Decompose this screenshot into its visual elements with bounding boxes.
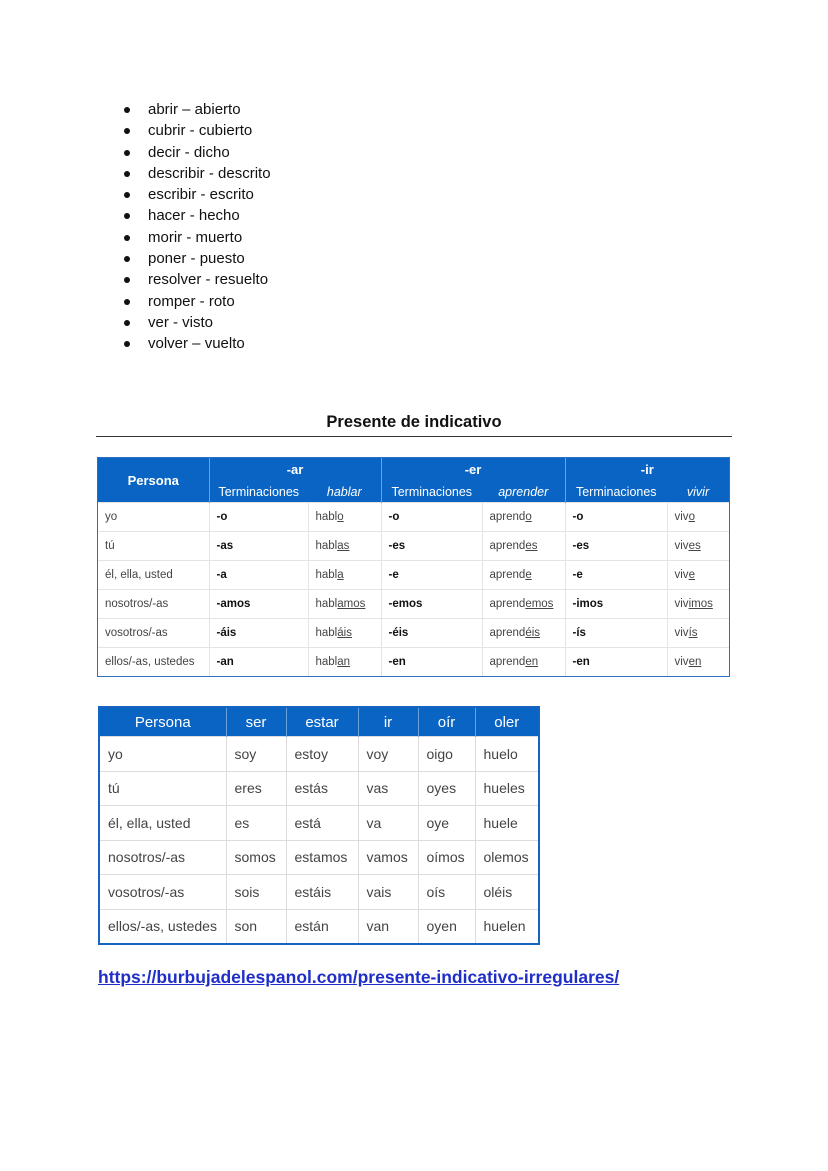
verb-ending: o <box>525 511 532 523</box>
list-item-text: morir - muerto <box>148 228 243 246</box>
bullet-icon <box>124 235 130 241</box>
ending-cell: -amos <box>209 590 308 619</box>
list-item-text: describir - descrito <box>148 164 271 182</box>
conjugated-form-cell: va <box>358 806 418 841</box>
persona-cell: él, ella, usted <box>98 561 209 590</box>
table-row <box>100 771 538 806</box>
verb-ending: o <box>688 511 695 523</box>
table-row <box>98 532 729 561</box>
conjugated-form-cell <box>667 532 729 561</box>
conjugated-form-cell: huele <box>475 806 538 841</box>
verb-ending: es <box>525 540 538 552</box>
persona-cell: ellos/-as, ustedes <box>100 909 226 943</box>
verb-stem: habl <box>315 540 338 552</box>
ending-cell: -emos <box>381 590 482 619</box>
conjugated-form-cell <box>308 619 381 648</box>
verb-ending: e <box>688 569 695 581</box>
conjugated-form-cell: oyes <box>418 771 475 806</box>
persona-cell: vosotros/-as <box>98 619 209 648</box>
verb-stem: habl <box>315 627 338 639</box>
table-row <box>98 619 729 648</box>
list-item <box>122 227 271 248</box>
conjugated-form-cell <box>482 590 565 619</box>
list-item-text: decir - dicho <box>148 143 230 161</box>
list-item-text: cubrir - cubierto <box>148 122 253 140</box>
header-group-ar: -ar <box>209 458 381 481</box>
column-header: ser <box>226 708 286 737</box>
table-row <box>98 561 729 590</box>
verb-stem: habl <box>315 656 338 668</box>
ending-cell: -an <box>209 648 308 677</box>
conjugated-form-cell: huelo <box>475 737 538 772</box>
ending-cell: -en <box>381 648 482 677</box>
verb-ending: o <box>337 511 344 523</box>
ending-cell: -es <box>565 532 667 561</box>
bullet-icon <box>124 320 130 326</box>
verb-stem: aprend <box>489 656 526 668</box>
persona-cell: él, ella, usted <box>100 806 226 841</box>
conjugated-form-cell <box>667 561 729 590</box>
conjugated-form-cell: olemos <box>475 840 538 875</box>
regular-verbs-table <box>97 457 730 677</box>
ending-cell: -o <box>381 503 482 532</box>
conjugated-form-cell: estás <box>286 771 358 806</box>
conjugated-form-cell: oyen <box>418 909 475 943</box>
header-verb-vivir: vivir <box>667 481 729 503</box>
bullet-icon <box>124 107 130 113</box>
conjugated-form-cell <box>667 590 729 619</box>
verb-ending: es <box>688 540 701 552</box>
conjugated-form-cell: está <box>286 806 358 841</box>
bullet-icon <box>124 341 130 347</box>
list-item <box>122 312 271 333</box>
table-row <box>100 875 538 910</box>
list-item <box>122 163 271 184</box>
bullet-icon <box>124 171 130 177</box>
persona-cell: ellos/-as, ustedes <box>98 648 209 677</box>
verb-stem: viv <box>674 569 689 581</box>
list-item <box>122 333 271 354</box>
list-item-text: ver - visto <box>148 313 214 331</box>
conjugated-form-cell <box>482 503 565 532</box>
ending-cell: -éis <box>381 619 482 648</box>
table-row <box>98 503 729 532</box>
ending-cell: -imos <box>565 590 667 619</box>
conjugated-form-cell <box>482 561 565 590</box>
conjugated-form-cell <box>308 648 381 677</box>
table-row <box>100 737 538 772</box>
list-item <box>122 248 271 269</box>
persona-cell: vosotros/-as <box>100 875 226 910</box>
table-row <box>98 590 729 619</box>
verb-stem: aprend <box>489 598 526 610</box>
ending-cell: -es <box>381 532 482 561</box>
conjugated-form-cell: están <box>286 909 358 943</box>
verb-stem: habl <box>315 598 338 610</box>
conjugated-form-cell <box>667 503 729 532</box>
header-group-ir: -ir <box>565 458 729 481</box>
verb-stem: viv <box>674 598 689 610</box>
conjugated-form-cell <box>667 648 729 677</box>
conjugated-form-cell: vais <box>358 875 418 910</box>
conjugated-form-cell <box>482 648 565 677</box>
header-endings-ir: Terminaciones <box>565 481 667 503</box>
header-group-er: -er <box>381 458 565 481</box>
ending-cell: -en <box>565 648 667 677</box>
conjugated-form-cell: oigo <box>418 737 475 772</box>
persona-cell: nosotros/-as <box>98 590 209 619</box>
header-persona: Persona <box>98 458 209 503</box>
verb-stem: viv <box>674 656 689 668</box>
conjugated-form-cell <box>308 532 381 561</box>
verb-ending: a <box>337 569 344 581</box>
conjugated-form-cell: oís <box>418 875 475 910</box>
list-item <box>122 205 271 226</box>
bullet-icon <box>124 150 130 156</box>
column-header: estar <box>286 708 358 737</box>
header-endings-ar: Terminaciones <box>209 481 308 503</box>
list-item-text: abrir – abierto <box>148 101 241 118</box>
conjugated-form-cell <box>308 561 381 590</box>
conjugated-form-cell: estoy <box>286 737 358 772</box>
verb-ending: e <box>525 569 532 581</box>
verb-ending: éis <box>525 627 541 639</box>
ending-cell: -ís <box>565 619 667 648</box>
list-item-text: volver – vuelto <box>148 335 245 353</box>
list-item <box>122 142 271 163</box>
list-item <box>122 269 271 290</box>
list-item-text: escribir - escrito <box>148 186 254 204</box>
source-link[interactable]: https://burbujadelespanol.com/presente-indicativo-irregulares/ <box>98 967 620 987</box>
conjugated-form-cell: eres <box>226 771 286 806</box>
ending-cell: -o <box>209 503 308 532</box>
column-header: Persona <box>100 708 226 737</box>
verb-ending: áis <box>337 627 352 639</box>
conjugated-form-cell <box>308 590 381 619</box>
verb-ending: en <box>688 656 702 668</box>
participle-list <box>122 99 271 355</box>
conjugated-form-cell <box>482 532 565 561</box>
conjugated-form-cell: estáis <box>286 875 358 910</box>
ending-cell: -áis <box>209 619 308 648</box>
verb-stem: aprend <box>489 627 526 639</box>
conjugated-form-cell: voy <box>358 737 418 772</box>
verb-ending: an <box>337 656 351 668</box>
bullet-icon <box>124 299 130 305</box>
bullet-icon <box>124 277 130 283</box>
verb-stem: viv <box>674 540 689 552</box>
bullet-icon <box>124 213 130 219</box>
verb-stem: aprend <box>489 540 526 552</box>
persona-cell: nosotros/-as <box>100 840 226 875</box>
ending-cell: -as <box>209 532 308 561</box>
verb-stem: habl <box>315 511 338 523</box>
section-title: Presente de indicativo <box>326 413 502 431</box>
conjugated-form-cell <box>667 619 729 648</box>
column-header: ir <box>358 708 418 737</box>
conjugated-form-cell: vas <box>358 771 418 806</box>
table-row <box>100 806 538 841</box>
conjugated-form-cell: huelen <box>475 909 538 943</box>
list-item <box>122 99 271 120</box>
verb-stem: aprend <box>489 511 526 523</box>
conjugated-form-cell: oímos <box>418 840 475 875</box>
conjugated-form-cell: hueles <box>475 771 538 806</box>
column-header: oír <box>418 708 475 737</box>
verb-stem: viv <box>674 627 689 639</box>
title-underline <box>96 436 732 437</box>
conjugated-form-cell: soy <box>226 737 286 772</box>
verb-ending: emos <box>525 598 554 610</box>
verb-ending: imos <box>688 598 713 610</box>
persona-cell: tú <box>98 532 209 561</box>
persona-cell: yo <box>100 737 226 772</box>
column-header: oler <box>475 708 538 737</box>
list-item-text: romper - roto <box>148 292 235 310</box>
table-row <box>98 648 729 677</box>
conjugated-form-cell: somos <box>226 840 286 875</box>
ending-cell: -o <box>565 503 667 532</box>
list-item <box>122 120 271 141</box>
conjugated-form-cell: sois <box>226 875 286 910</box>
persona-cell: tú <box>100 771 226 806</box>
ending-cell: -e <box>565 561 667 590</box>
conjugated-form-cell <box>482 619 565 648</box>
conjugated-form-cell: oye <box>418 806 475 841</box>
conjugated-form-cell: estamos <box>286 840 358 875</box>
verb-stem: viv <box>674 511 689 523</box>
header-endings-er: Terminaciones <box>381 481 482 503</box>
conjugated-form-cell: son <box>226 909 286 943</box>
header-verb-aprender: aprender <box>482 481 565 503</box>
verb-ending: amos <box>337 598 366 610</box>
conjugated-form-cell: vamos <box>358 840 418 875</box>
list-item <box>122 291 271 312</box>
verb-ending: as <box>337 540 350 552</box>
irregular-verbs-table <box>98 706 540 945</box>
persona-cell: yo <box>98 503 209 532</box>
ending-cell: -a <box>209 561 308 590</box>
verb-ending: ís <box>688 627 698 639</box>
conjugated-form-cell <box>308 503 381 532</box>
verb-ending: en <box>525 656 539 668</box>
bullet-icon <box>124 192 130 198</box>
verb-stem: aprend <box>489 569 526 581</box>
list-item <box>122 184 271 205</box>
conjugated-form-cell: es <box>226 806 286 841</box>
table-row <box>100 909 538 943</box>
bullet-icon <box>124 256 130 262</box>
bullet-icon <box>124 128 130 134</box>
list-item-text: hacer - hecho <box>148 207 240 225</box>
table-row <box>100 840 538 875</box>
verb-stem: habl <box>315 569 338 581</box>
list-item-text: resolver - resuelto <box>148 271 269 289</box>
conjugated-form-cell: oléis <box>475 875 538 910</box>
conjugated-form-cell: van <box>358 909 418 943</box>
list-item-text: poner - puesto <box>148 250 245 268</box>
ending-cell: -e <box>381 561 482 590</box>
header-verb-hablar: hablar <box>308 481 381 503</box>
